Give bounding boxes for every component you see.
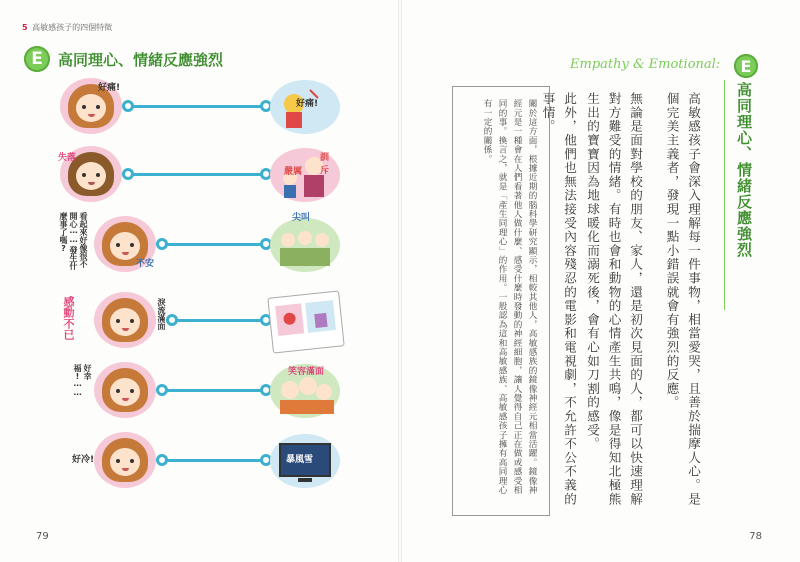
note-label: 感動不已 xyxy=(62,296,75,340)
connector-dot xyxy=(156,454,168,466)
illustration-row-worry xyxy=(59,212,335,274)
connector-line xyxy=(126,105,266,108)
illustration-row-happy xyxy=(60,362,335,420)
title-divider xyxy=(724,80,725,310)
connector-line xyxy=(158,459,266,462)
note-label: 嚴厲 xyxy=(284,167,303,177)
page-number-right: 78 xyxy=(749,531,762,542)
body-paragraph: 高敏感孩子會深入理解每一件事物，相當愛哭，且善於揣摩人心。是個完美主義者，發現一點小錯誤就會有強烈的反應。 xyxy=(664,92,701,506)
child-face-illustration xyxy=(94,362,156,418)
note-label: 尖叫 xyxy=(292,213,311,223)
section-badge-right: E xyxy=(734,54,758,78)
sidebar-text: 關於這方面，根據近期的腦科學研究顯示，相較其他人，高敏感族的鏡像神經元相當活躍。鏡像神經元是一種會在人們看著他人做什麼、感受什麼時發動的神經細胞，讓人覺得自己正在做或感受相同的事。換言之，就是「產生同理心」的作用。一般認為這和高敏感族、高敏感孩子擁有高同理心有一定的關係。 xyxy=(482,99,537,495)
left-title-row xyxy=(24,44,223,74)
section-title: 高同理心、情緒反應強烈 xyxy=(58,50,224,69)
english-subtitle: Empathy & Emotional: xyxy=(570,57,721,72)
right-title-box xyxy=(728,48,758,278)
illustration-row-pain xyxy=(60,78,335,136)
note-label: 好冷! xyxy=(72,455,95,465)
connector-dot xyxy=(156,238,168,250)
body-paragraph: 無論是面對學校的朋友、家人，還是初次見面的人，都可以快速理解對方難受的情緒。有時也會和動物的心情產生共鳴，像是得知北極熊生出的寶寶因為地球暖化而溺死後，會有心如刀割的感受。 xyxy=(585,92,643,506)
book-gutter xyxy=(398,0,402,562)
connector-dot xyxy=(166,314,178,326)
note-label: 看起來好像很不開心⋯⋯發生什麼事了嗎? xyxy=(59,212,88,270)
connector-dot xyxy=(122,168,134,180)
tv-screen-label: 暴風雪 xyxy=(286,455,314,465)
running-head xyxy=(22,22,112,33)
page-number-left: 79 xyxy=(36,531,49,542)
scene-illustration xyxy=(270,218,340,272)
connector-line xyxy=(126,173,266,176)
body-paragraph: 此外，他們也無法接受內容殘忍的電影和電視劇，不允許不公不義的事情。 xyxy=(540,92,577,506)
note-label: 淚流滿面 xyxy=(157,298,166,330)
sidebar-box xyxy=(452,86,550,516)
chapter-title: 高敏感孩子的四個特徵 xyxy=(32,23,113,32)
illustration-row-scolding xyxy=(60,146,335,204)
note-label: 笑容滿面 xyxy=(288,367,325,377)
note-label: 訓斥 xyxy=(320,153,330,176)
note-label: 好幸福!⋯⋯ xyxy=(73,364,92,399)
note-label: 失落 xyxy=(58,153,77,163)
child-face-illustration xyxy=(94,292,156,348)
illustration-row-moved xyxy=(60,292,335,350)
illustration-row-cold xyxy=(60,432,335,490)
connector-dot xyxy=(122,100,134,112)
note-label: 好痛! xyxy=(296,99,319,109)
picture-book-illustration xyxy=(267,290,344,353)
chapter-number: 5 xyxy=(22,23,28,32)
section-badge: E xyxy=(24,46,50,72)
connector-line xyxy=(168,319,266,322)
section-title-vertical: 高同理心、情緒反應強烈 xyxy=(735,82,753,258)
connector-line xyxy=(158,243,266,246)
child-face-illustration xyxy=(94,432,156,488)
connector-line xyxy=(158,389,266,392)
note-label: 不安 xyxy=(136,259,155,269)
note-label: 好痛! xyxy=(98,83,121,93)
connector-dot xyxy=(156,384,168,396)
